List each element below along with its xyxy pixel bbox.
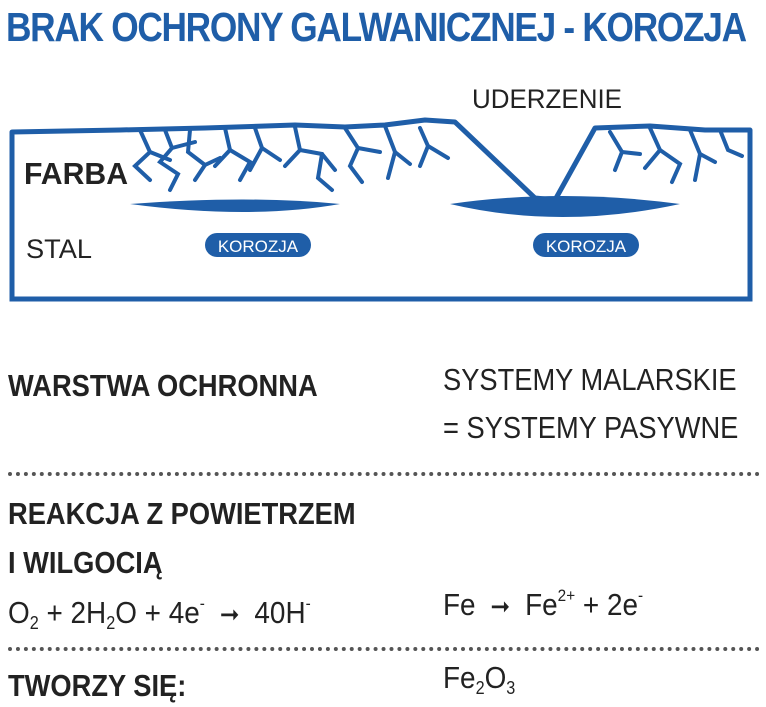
reaction-label-1: REAKCJA Z POWIETRZEM xyxy=(8,496,356,531)
iron-arrow-icon: ➞ xyxy=(490,591,511,621)
reaction-arrow-icon: ➞ xyxy=(219,599,240,629)
reaction-formula-right: Fe ➞ $Fe^{2+} + 2e^-$ xyxy=(443,586,644,622)
divider-2 xyxy=(8,647,760,651)
impact-label: UDERZENIE xyxy=(472,84,622,114)
steel-block xyxy=(12,202,750,299)
forms-label: TWORZY SIĘ: xyxy=(8,668,187,703)
paint-label: FARBA xyxy=(24,156,128,191)
page-title: BRAK OCHRONY GALWANICZNEJ - KOROZJA xyxy=(6,4,746,50)
forms-compound: $Fe_2O_3$ xyxy=(443,660,516,698)
protective-layer-label: WARSTWA OCHRONNA xyxy=(8,368,318,403)
steel-label: STAL xyxy=(26,234,92,264)
corrosion-label-left: KOROZJA xyxy=(217,237,299,256)
corrosion-diagram xyxy=(0,70,766,310)
protective-layer-value-2: = SYSTEMY PASYWNE xyxy=(443,410,739,445)
corrosion-label-right: KOROZJA xyxy=(545,237,627,256)
reaction-formula-left: $O_2 + 2H_2O + 4e^-$ ➞ 40H- xyxy=(8,594,311,633)
divider-1 xyxy=(8,472,760,476)
protective-layer-value-1: SYSTEMY MALARSKIE xyxy=(443,362,737,397)
reaction-label-2: I WILGOCIĄ xyxy=(8,545,163,580)
